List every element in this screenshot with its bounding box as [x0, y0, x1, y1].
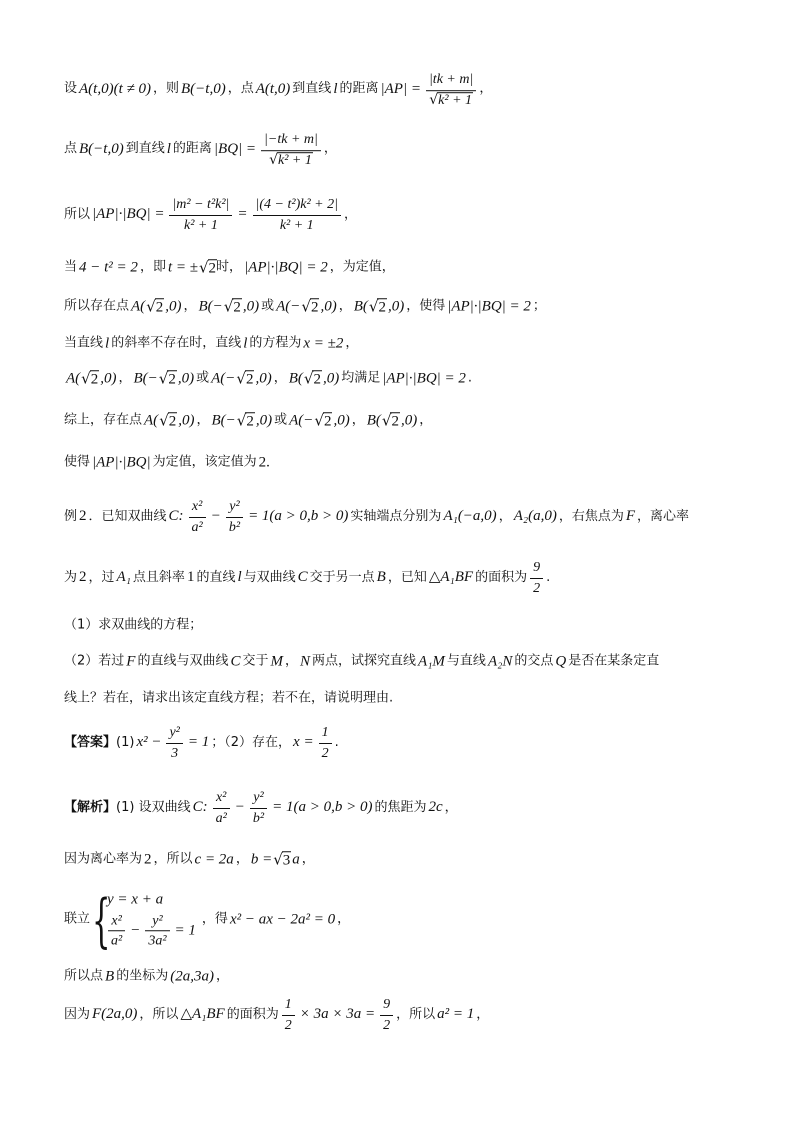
- radicand: 2: [168, 370, 176, 387]
- radicand: 2: [245, 370, 254, 387]
- number: 2: [79, 508, 87, 525]
- radicand: 2: [233, 298, 241, 315]
- radicand: 2: [90, 370, 99, 387]
- text-run: ，: [338, 298, 352, 314]
- text-run: 均满足: [341, 370, 381, 386]
- text-run: 所以存在点: [64, 298, 130, 314]
- math-expression: x² −: [136, 734, 162, 751]
- fraction-denominator: 3a²: [148, 933, 167, 949]
- math-expression: −: [210, 508, 221, 525]
- math-expression: t = ±: [167, 259, 198, 276]
- text-run: 时，: [216, 259, 243, 275]
- text-run: 或: [274, 412, 288, 428]
- math-expression: A₂N: [487, 653, 513, 670]
- text-run: ；（2）存在，: [211, 734, 292, 750]
- square-root: [236, 370, 254, 388]
- text-run: 交于另一点: [309, 569, 375, 585]
- math-expression: B(: [366, 412, 381, 429]
- fraction-numerator: |m² − t²k²|: [169, 196, 232, 216]
- section-label: 【答案】: [64, 734, 117, 750]
- square-root: [224, 298, 242, 316]
- square-root: [269, 152, 313, 169]
- math-expression: A(t,0): [255, 81, 291, 98]
- math-expression: A₁M: [418, 653, 445, 670]
- math-expression: C: [230, 653, 241, 670]
- math-expression: A(t,0)(t ≠ 0): [79, 81, 151, 98]
- text-run: ；: [532, 298, 546, 314]
- text-run: ，使得: [406, 298, 446, 314]
- fraction: [530, 559, 543, 597]
- text-run: 当: [64, 259, 78, 275]
- fraction-denominator: 2: [533, 580, 541, 596]
- text-run: ，所以: [139, 1006, 179, 1022]
- math-expression: ,0): [400, 412, 418, 429]
- math-expression: B(−t,0): [181, 81, 226, 98]
- math-expression: −: [130, 922, 141, 938]
- square-root: [159, 412, 177, 430]
- math-expression: =: [237, 206, 248, 223]
- text-run: .: [467, 370, 473, 386]
- text-run: ，得: [201, 911, 228, 927]
- fraction-denominator: 3: [171, 745, 179, 761]
- math-expression: ,0): [333, 412, 350, 429]
- text-run: 的焦距为: [374, 799, 427, 815]
- text-run: ，点: [227, 81, 254, 97]
- math-expression: ,0): [100, 370, 117, 387]
- text-run: (1): [116, 734, 135, 750]
- radicand: 2: [391, 412, 399, 429]
- text-run: 线上？若在，请求出该定直线方程；若不在，请说明理由.: [64, 690, 394, 706]
- math-expression: = 1(a > 0,b > 0): [248, 508, 349, 525]
- math-expression: l: [105, 335, 110, 352]
- conclusion-value-line: [64, 453, 272, 473]
- text-run: 实轴端点分别为: [350, 508, 442, 524]
- math-expression: B: [376, 569, 386, 586]
- text-run: ，: [235, 851, 249, 867]
- text-run: 的距离: [339, 81, 379, 97]
- text-run: 因为: [64, 1006, 91, 1022]
- square-root: [304, 370, 322, 388]
- math-expression: A₂(a,0): [513, 508, 557, 525]
- text-run: （2）若过: [64, 653, 125, 669]
- fraction-denominator: k² + 1: [279, 217, 314, 233]
- analysis-eccentricity-line: [64, 850, 315, 870]
- fraction: [380, 996, 393, 1034]
- text-run: ，: [215, 968, 229, 984]
- math-expression: F: [625, 508, 636, 525]
- fraction-denominator: a²: [111, 933, 123, 949]
- answer-line: [64, 724, 339, 762]
- math-expression: x =: [293, 734, 314, 751]
- text-run: 为: [64, 569, 78, 585]
- fraction-denominator: 2: [284, 1017, 292, 1033]
- fraction: [250, 789, 267, 827]
- radicand: 2: [378, 298, 386, 315]
- text-run: 因为离心率为: [64, 851, 143, 867]
- text-run: ，: [273, 370, 287, 386]
- math-expression: × 3a × 3a =: [299, 1006, 376, 1023]
- math-expression: ,0): [320, 298, 337, 315]
- math-expression: 2c: [428, 799, 443, 816]
- text-run: 的交点: [514, 653, 554, 669]
- math-expression: B(−: [211, 412, 236, 429]
- text-run: ，则: [152, 81, 179, 97]
- math-expression: y = x + a: [107, 891, 164, 908]
- math-expression: B(−t,0): [79, 141, 124, 158]
- product-expression-line: [64, 196, 357, 234]
- fraction-denominator: b²: [228, 519, 241, 535]
- math-expression: |AP|·|BQ| =: [92, 206, 165, 223]
- radicand: 2: [323, 412, 332, 429]
- math-expression: ,0): [177, 370, 195, 387]
- math-expression: l: [237, 569, 242, 586]
- math-expression: |AP| =: [380, 81, 421, 98]
- text-run: ，: [196, 412, 210, 428]
- math-expression: Q: [555, 653, 567, 670]
- fraction: [166, 724, 182, 762]
- math-expression: ,0): [322, 370, 340, 387]
- text-run: ．已知双曲线: [88, 508, 167, 524]
- fraction-denominator: [426, 91, 476, 109]
- math-expression: ,0): [387, 298, 405, 315]
- radicand: 2: [208, 259, 217, 276]
- math-expression: 4 − t² = 2: [79, 259, 138, 276]
- text-run: 与双曲线: [243, 569, 296, 585]
- text-run: ，: [479, 81, 493, 97]
- math-expression: B: [105, 968, 115, 985]
- text-run: ，: [285, 653, 299, 669]
- math-expression: C:: [168, 508, 184, 525]
- math-expression: a: [292, 851, 300, 868]
- text-run: 使得: [64, 454, 91, 470]
- fraction-numerator: 9: [380, 996, 393, 1016]
- fraction-numerator: y²: [250, 789, 267, 809]
- math-expression: M: [270, 653, 283, 670]
- math-expression: A₁(−a,0): [443, 508, 497, 525]
- square-root: [301, 298, 319, 316]
- fraction: [226, 498, 243, 536]
- distance-bq-line: [64, 131, 337, 169]
- fraction-denominator: k² + 1: [184, 217, 218, 233]
- text-run: 联立: [64, 911, 91, 927]
- analysis-line-1: [64, 789, 458, 827]
- text-run: 为定值，该定值为: [152, 454, 257, 470]
- fraction-numerator: |tk + m|: [426, 71, 476, 91]
- system-row: [105, 912, 198, 950]
- fraction-numerator: y²: [166, 724, 182, 744]
- radicand: 2: [168, 412, 177, 429]
- existence-points-line: [64, 297, 546, 317]
- text-run: ，: [498, 508, 512, 524]
- math-expression: A(−: [276, 298, 301, 315]
- example-2-statement-line-1: [64, 498, 689, 536]
- fraction-numerator: x²: [108, 912, 125, 932]
- text-run: 的方程为: [249, 335, 302, 351]
- text-run: 例: [64, 508, 78, 524]
- math-expression: |AP|·|BQ|: [92, 454, 151, 471]
- text-run: ，已知: [387, 569, 427, 585]
- radicand: 2: [155, 298, 164, 315]
- square-root: [199, 259, 217, 277]
- text-run: ，: [301, 851, 315, 867]
- square-root: [146, 298, 164, 316]
- math-expression: B(−: [133, 370, 158, 387]
- math-expression: A(: [144, 412, 159, 429]
- math-expression: F: [126, 653, 136, 670]
- text-run: ，: [476, 1006, 490, 1022]
- text-run: ，: [444, 799, 458, 815]
- fraction: [189, 498, 206, 536]
- square-root: [382, 412, 400, 430]
- math-expression: F(2a,0): [92, 1006, 138, 1023]
- example-2-statement-line-2: [64, 559, 550, 597]
- text-run: ，: [345, 335, 359, 351]
- math-expression: = 1: [174, 922, 196, 938]
- square-root: [369, 298, 387, 316]
- question-1-line: [64, 618, 202, 635]
- text-run: 的斜率不存在时，直线: [111, 335, 242, 351]
- text-run: ，: [343, 206, 357, 222]
- fraction-numerator: x²: [213, 789, 230, 809]
- text-run: ，: [351, 412, 365, 428]
- math-expression: |AP|·|BQ| = 2: [382, 370, 466, 387]
- number: 2.: [258, 454, 270, 471]
- math-expression: = 1(a > 0,b > 0): [272, 799, 373, 816]
- radicand: 2: [310, 298, 319, 315]
- triangle-area-line: [64, 996, 489, 1034]
- question-2-line-2: [64, 691, 393, 708]
- math-expression: A(: [66, 370, 81, 387]
- text-run: 设: [64, 81, 78, 97]
- analysis-system-line: [64, 890, 350, 950]
- fraction-numerator: 1: [319, 724, 332, 744]
- text-run: 所以点: [64, 968, 104, 984]
- radicand: k² + 1: [277, 152, 312, 168]
- square-root: [237, 412, 255, 430]
- text-run: ，所以: [396, 1006, 436, 1022]
- fraction-numerator: |−tk + m|: [261, 131, 321, 151]
- fraction: [319, 724, 332, 762]
- fraction-denominator: 2: [383, 1017, 391, 1033]
- text-run: 交于: [242, 653, 269, 669]
- math-expression: N: [300, 653, 311, 670]
- fraction-numerator: y²: [145, 912, 169, 932]
- text-run: .: [546, 569, 551, 585]
- text-run: 综上，存在点: [64, 412, 143, 428]
- math-expression: −: [234, 799, 245, 816]
- radicand: 2: [313, 370, 321, 387]
- math-expression: △A₁BF: [180, 1006, 225, 1023]
- radicand: k² + 1: [438, 92, 473, 108]
- fixed-value-condition-line: [64, 258, 395, 278]
- math-expression: |BQ| =: [213, 141, 257, 158]
- math-expression: △A₁BF: [428, 569, 474, 586]
- text-run: 到直线: [125, 141, 165, 157]
- text-run: 的面积为: [475, 569, 528, 585]
- vertical-case-check-line: [64, 369, 472, 389]
- square-root: [429, 92, 473, 109]
- system-row: [105, 890, 165, 910]
- math-expression: l: [166, 141, 171, 158]
- text-run: ，离心率: [637, 508, 690, 524]
- text-run: ，即: [139, 259, 166, 275]
- radicand: 3: [282, 851, 291, 868]
- fraction: [261, 131, 321, 169]
- math-expression: |AP|·|BQ| = 2: [447, 298, 531, 315]
- text-run: （1）求双曲线的方程；: [64, 617, 203, 633]
- fraction-denominator: a²: [191, 519, 203, 535]
- text-run: 点: [64, 141, 78, 157]
- fraction: [145, 912, 169, 950]
- math-expression: ,0): [165, 298, 182, 315]
- section-label: 【解析】: [64, 799, 117, 815]
- system-rows: [105, 890, 198, 950]
- fraction: [282, 996, 295, 1034]
- fraction-denominator: [261, 151, 321, 169]
- text-run: 到直线: [292, 81, 332, 97]
- math-expression: ,0): [255, 412, 273, 429]
- point-b-coordinates-line: [64, 967, 229, 987]
- text-run: 当直线: [64, 335, 104, 351]
- fraction-numerator: y²: [226, 498, 243, 518]
- fraction: [253, 196, 341, 234]
- fraction: [169, 196, 232, 234]
- radicand: 2: [246, 412, 254, 429]
- fraction-numerator: 1: [282, 996, 295, 1016]
- number: 2: [79, 569, 87, 586]
- square-root: [314, 412, 332, 430]
- fraction-denominator: b²: [252, 810, 265, 826]
- distance-ap-line: [64, 71, 492, 109]
- left-brace-icon: [92, 891, 105, 949]
- math-expression: x² − ax − 2a² = 0: [229, 911, 336, 928]
- math-expression: ,0): [178, 412, 195, 429]
- text-run: ，: [118, 370, 132, 386]
- number: 1: [186, 569, 195, 586]
- text-run: 的直线: [196, 569, 236, 585]
- text-run: 两点，试探究直线: [312, 653, 417, 669]
- text-run: 的直线与双曲线: [137, 653, 229, 669]
- fraction-denominator: 2: [321, 745, 329, 761]
- fraction: [426, 71, 476, 109]
- math-expression: C: [297, 569, 308, 586]
- fraction-numerator: x²: [189, 498, 206, 518]
- math-expression: c = 2a: [194, 851, 234, 868]
- math-expression: ,0): [255, 370, 272, 387]
- fraction-numerator: 9: [530, 559, 543, 579]
- math-expression: B(−: [198, 298, 223, 315]
- text-run: ，: [183, 298, 197, 314]
- text-run: 点且斜率: [132, 569, 185, 585]
- text-run: ，过: [88, 569, 115, 585]
- text-run: 的距离: [172, 141, 212, 157]
- equation-system: [92, 890, 198, 950]
- text-run: 与直线: [446, 653, 486, 669]
- math-expression: |AP|·|BQ| = 2: [244, 259, 328, 276]
- text-run: 所以: [64, 206, 91, 222]
- fraction-denominator: a²: [215, 810, 227, 826]
- fraction-numerator: |(4 − t²)k² + 2|: [253, 196, 341, 216]
- text-run: ，: [419, 412, 433, 428]
- math-expression: l: [333, 81, 338, 98]
- math-expression: C:: [192, 799, 208, 816]
- math-expression: B(: [353, 298, 368, 315]
- math-expression: (2a,3a): [170, 968, 214, 985]
- text-run: ，所以: [153, 851, 193, 867]
- math-expression: x = ±2: [303, 335, 344, 352]
- number: 2: [144, 851, 152, 868]
- question-2-line-1: [64, 652, 659, 672]
- math-expression: ,0): [242, 298, 260, 315]
- math-expression: A(: [131, 298, 146, 315]
- text-run: 或: [261, 298, 275, 314]
- text-run: ，: [323, 141, 337, 157]
- square-root: [81, 370, 99, 388]
- math-expression: A₁: [116, 569, 131, 586]
- fraction: [213, 789, 230, 827]
- square-root: [273, 851, 291, 869]
- text-run: 是否在某条定直: [568, 653, 660, 669]
- fraction: [108, 912, 125, 950]
- text-run: ，为定值，: [329, 259, 395, 275]
- math-expression: l: [243, 335, 248, 352]
- math-expression: B(: [288, 370, 303, 387]
- text-run: ，: [337, 911, 351, 927]
- square-root: [159, 370, 177, 388]
- text-run: .: [334, 734, 339, 750]
- math-expression: = 1: [187, 734, 210, 751]
- text-run: 的坐标为: [116, 968, 169, 984]
- math-expression: A(−: [211, 370, 236, 387]
- conclusion-line: [64, 411, 432, 431]
- text-run: (1) 设双曲线: [116, 799, 191, 815]
- math-expression: b =: [250, 851, 273, 868]
- math-expression: a² = 1: [437, 1006, 475, 1023]
- text-run: 或: [196, 370, 210, 386]
- text-run: 的面积为: [226, 1006, 279, 1022]
- vertical-line-case-line: [64, 334, 358, 354]
- math-expression: A(−: [289, 412, 314, 429]
- text-run: ，右焦点为: [558, 508, 624, 524]
